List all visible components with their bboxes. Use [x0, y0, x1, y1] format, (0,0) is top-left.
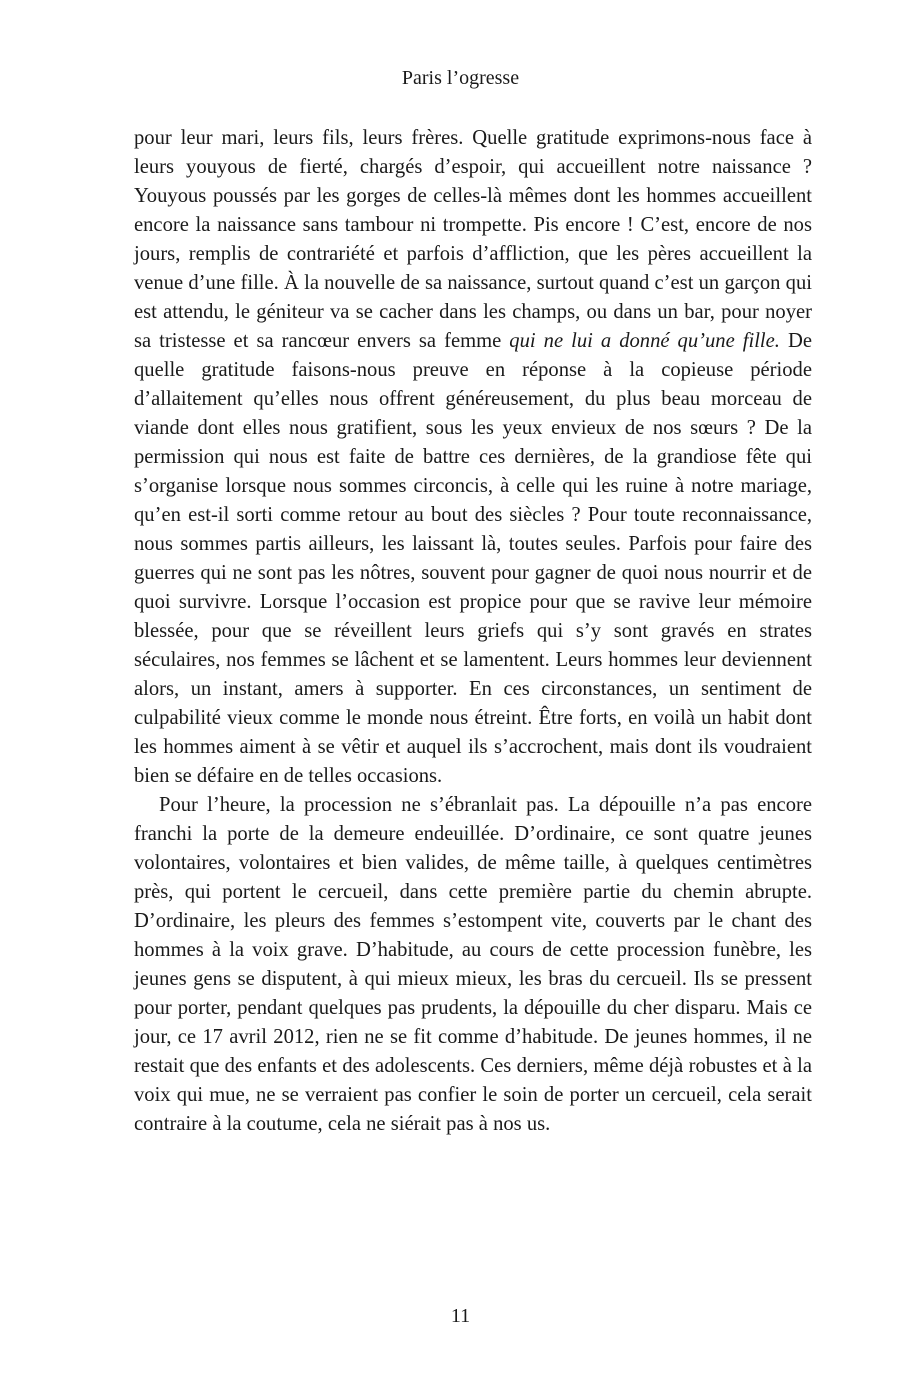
paragraph-2: Pour l’heure, la procession ne s’ébranlait pas. La dépouille n’a pas encore franchi la porte de la demeure endeuillée. D’ordinaire, ce sont quatre jeunes volontaires, volontaires et bien valides, de même taille, à quelques centimètres près, qui portent le cercueil, dans cette première partie du chemin abrupte. D’ordinaire, les pleurs des femmes s’estompent vite, couverts par le chant des hommes à la voix grave. D’habitude, au cours de cette procession funèbre, les jeunes gens se disputent, à qui mieux mieux, les bras du cercueil. Ils se pressent pour porter, pendant quelques pas prudents, la dépouille du cher disparu. Mais ce jour, ce 17 avril 2012, rien ne se fit comme d’habitude. De jeunes hommes, il ne restait que des enfants et des adolescents. Ces derniers, même déjà robustes et à la voix qui mue, ne se verraient pas confier le soin de porter un cercueil, cela serait contraire à la coutume, cela ne siérait pas à nos us.: [134, 794, 812, 1135]
running-head: Paris l’ogresse: [401, 67, 520, 89]
body-text: [134, 124, 812, 1139]
paragraph-1-text-end: De quelle gratitude faisons-nous preuve en réponse à la copieuse période d’allaitement qu’elles nous offrent généreusement, du plus beau morceau de viande dont elles nous gratifient, sous les yeux envieux de nos sœurs ? De la permission qui nous est faite de battre ces dernières, de la grandiose fête qui s’organise lorsque nous sommes circoncis, à celle qui les ruine à notre mariage, qu’en est-il sorti comme retour au bout des siècles ? Pour toute reconnaissance, nous sommes partis ailleurs, les laissant là, toutes seules. Parfois pour faire des guerres qui ne sont pas les nôtres, souvent pour gagner de quoi nous nourrir et de quoi survivre. Lorsque l’occasion est propice pour que se ravive leur mémoire blessée, pour que se réveillent leurs griefs qui s’y sont gravés en strates séculaires, nos femmes se lâchent et se lamentent. Leurs hommes leur deviennent alors, un instant, amers à supporter. En ces circonstances, un sentiment de culpabilité vieux comme le monde nous étreint. Être forts, en voilà un habit dont les hommes aiment à se vêtir et auquel ils s’accrochent, mais dont ils voudraient bien se défaire en de telles occasions.: [134, 330, 812, 787]
page-number: 11: [450, 1305, 471, 1327]
paragraph-1-italic-quote: qui ne lui a donné qu’une fille.: [509, 330, 780, 352]
paragraph-1-text-start: pour leur mari, leurs fils, leurs frères. Quelle gratitude exprimons-nous face à leurs youyous de fierté, chargés d’espoir, qui accueillent notre naissance ? Youyous poussés par les gorges de celles-là mêmes dont les hommes accueillent encore la naissance sans tambour ni trompette. Pis encore ! C’est, encore de nos jours, remplis de contrariété et parfois d’affliction, que les pères accueillent la venue d’une fille. À la nouvelle de sa naissance, surtout quand c’est un garçon qui est attendu, le géniteur va se cacher dans les champs, ou dans un bar, pour noyer sa tristesse et sa rancœur envers sa femme: [134, 127, 812, 352]
paragraph-1: [134, 124, 812, 791]
